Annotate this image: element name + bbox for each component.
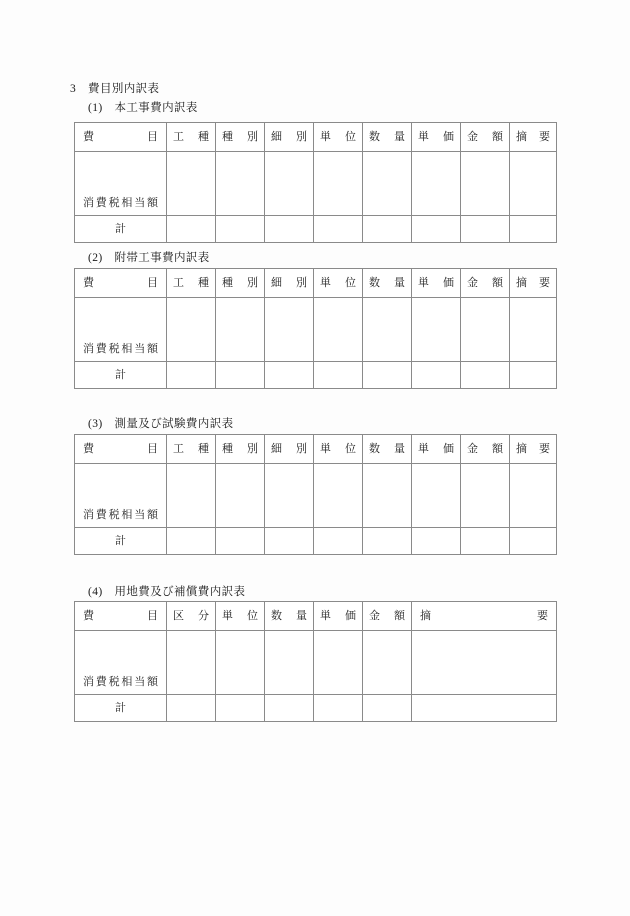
- table-row-total: [75, 362, 557, 389]
- cell-category[interactable]: [216, 298, 265, 362]
- cell-remarks[interactable]: [510, 464, 557, 528]
- cell-division[interactable]: [167, 631, 216, 695]
- section-title-1: (1) 本工事費内訳表: [88, 102, 198, 114]
- th-unit-price: 単価: [314, 602, 363, 631]
- cell-unit[interactable]: [314, 464, 363, 528]
- th-division: 区分: [167, 602, 216, 631]
- cell-unit[interactable]: [216, 631, 265, 695]
- cell-amount[interactable]: [461, 152, 510, 216]
- th-subcategory: 細別: [265, 269, 314, 298]
- cell-work-type[interactable]: [167, 152, 216, 216]
- cell-consumption-tax-label[interactable]: 消費税相当額: [75, 298, 167, 362]
- cell-quantity[interactable]: [265, 631, 314, 695]
- cell-work-type[interactable]: [167, 298, 216, 362]
- cell-unit-price[interactable]: [412, 464, 461, 528]
- cell-total-remarks[interactable]: [510, 216, 557, 243]
- cell-total-unit-price[interactable]: [314, 695, 363, 722]
- section-title-3: (3) 測量及び試験費内訳表: [88, 418, 234, 430]
- cell-total-subcategory[interactable]: [265, 362, 314, 389]
- th-amount: 金額: [461, 269, 510, 298]
- th-cost-item: 費目: [75, 602, 167, 631]
- table-header-row: [75, 602, 557, 631]
- table-row-total: [75, 216, 557, 243]
- cell-total-quantity[interactable]: [265, 695, 314, 722]
- table-row: [75, 298, 557, 362]
- th-unit-price: 単価: [412, 435, 461, 464]
- th-amount: 金額: [363, 602, 412, 631]
- th-quantity: 数量: [265, 602, 314, 631]
- cell-total-label: 計: [75, 216, 167, 243]
- cell-unit[interactable]: [314, 298, 363, 362]
- cell-total-label: 計: [75, 362, 167, 389]
- th-remarks: 摘要: [510, 123, 557, 152]
- cell-unit-price[interactable]: [412, 298, 461, 362]
- table-incidental-construction-cost: [74, 268, 557, 389]
- th-remarks: 摘要: [510, 435, 557, 464]
- cell-unit-price[interactable]: [412, 152, 461, 216]
- th-category: 種別: [216, 123, 265, 152]
- table-row: [75, 631, 557, 695]
- th-unit: 単位: [314, 123, 363, 152]
- th-subcategory: 細別: [265, 123, 314, 152]
- cell-total-work-type[interactable]: [167, 362, 216, 389]
- table-row-total: [75, 528, 557, 555]
- section-title-4: (4) 用地費及び補償費内訳表: [88, 586, 246, 598]
- th-work-type: 工種: [167, 435, 216, 464]
- cell-amount[interactable]: [461, 298, 510, 362]
- cell-consumption-tax-label[interactable]: 消費税相当額: [75, 152, 167, 216]
- cell-consumption-tax-label[interactable]: 消費税相当額: [75, 631, 167, 695]
- th-category: 種別: [216, 435, 265, 464]
- cell-remarks[interactable]: [510, 152, 557, 216]
- cell-total-quantity[interactable]: [363, 216, 412, 243]
- cell-work-type[interactable]: [167, 464, 216, 528]
- th-work-type: 工種: [167, 269, 216, 298]
- cell-total-amount[interactable]: [461, 362, 510, 389]
- th-work-type: 工種: [167, 123, 216, 152]
- th-cost-item: 費目: [75, 123, 167, 152]
- cell-total-remarks[interactable]: [412, 695, 557, 722]
- cell-total-unit[interactable]: [216, 695, 265, 722]
- cell-quantity[interactable]: [363, 152, 412, 216]
- cell-total-quantity[interactable]: [363, 528, 412, 555]
- cell-amount[interactable]: [363, 631, 412, 695]
- cell-total-label: 計: [75, 695, 167, 722]
- table-main-construction-cost: [74, 122, 557, 243]
- table-survey-and-test-cost: [74, 434, 557, 555]
- table-header-row: [75, 123, 557, 152]
- cell-total-work-type[interactable]: [167, 216, 216, 243]
- table-row-total: [75, 695, 557, 722]
- cell-total-remarks[interactable]: [510, 362, 557, 389]
- cell-total-label: 計: [75, 528, 167, 555]
- th-cost-item: 費目: [75, 435, 167, 464]
- cell-total-unit-price[interactable]: [412, 362, 461, 389]
- cell-total-unit-price[interactable]: [412, 216, 461, 243]
- cell-total-category[interactable]: [216, 528, 265, 555]
- cell-total-category[interactable]: [216, 216, 265, 243]
- th-unit-price: 単価: [412, 269, 461, 298]
- cell-subcategory[interactable]: [265, 464, 314, 528]
- cell-subcategory[interactable]: [265, 152, 314, 216]
- cell-total-unit[interactable]: [314, 528, 363, 555]
- th-unit: 単位: [314, 269, 363, 298]
- cell-total-category[interactable]: [216, 362, 265, 389]
- table-row: [75, 464, 557, 528]
- table-land-and-compensation-cost: [74, 601, 557, 722]
- cell-total-unit[interactable]: [314, 216, 363, 243]
- table-header-row: [75, 269, 557, 298]
- th-amount: 金額: [461, 435, 510, 464]
- th-remarks: 摘要: [412, 602, 557, 631]
- th-quantity: 数量: [363, 435, 412, 464]
- cell-consumption-tax-label[interactable]: 消費税相当額: [75, 464, 167, 528]
- cell-total-amount[interactable]: [461, 528, 510, 555]
- section-title-2: (2) 附帯工事費内訳表: [88, 252, 210, 264]
- th-quantity: 数量: [363, 269, 412, 298]
- page-title: 3 費目別内訳表: [70, 83, 160, 95]
- cell-unit[interactable]: [314, 152, 363, 216]
- th-category: 種別: [216, 269, 265, 298]
- cell-subcategory[interactable]: [265, 298, 314, 362]
- cell-category[interactable]: [216, 152, 265, 216]
- cell-total-quantity[interactable]: [363, 362, 412, 389]
- cell-category[interactable]: [216, 464, 265, 528]
- th-quantity: 数量: [363, 123, 412, 152]
- table-row: [75, 152, 557, 216]
- cell-total-remarks[interactable]: [510, 528, 557, 555]
- th-cost-item: 費目: [75, 269, 167, 298]
- cell-quantity[interactable]: [363, 298, 412, 362]
- cell-remarks[interactable]: [510, 298, 557, 362]
- cell-total-amount[interactable]: [461, 216, 510, 243]
- cell-total-amount[interactable]: [363, 695, 412, 722]
- th-unit: 単位: [216, 602, 265, 631]
- th-unit-price: 単価: [412, 123, 461, 152]
- cell-total-unit[interactable]: [314, 362, 363, 389]
- cell-total-subcategory[interactable]: [265, 528, 314, 555]
- th-unit: 単位: [314, 435, 363, 464]
- cell-quantity[interactable]: [363, 464, 412, 528]
- cell-total-division[interactable]: [167, 695, 216, 722]
- th-subcategory: 細別: [265, 435, 314, 464]
- cell-remarks[interactable]: [412, 631, 557, 695]
- cell-total-unit-price[interactable]: [412, 528, 461, 555]
- cell-total-work-type[interactable]: [167, 528, 216, 555]
- th-remarks: 摘要: [510, 269, 557, 298]
- cell-total-subcategory[interactable]: [265, 216, 314, 243]
- table-header-row: [75, 435, 557, 464]
- cell-amount[interactable]: [461, 464, 510, 528]
- cell-unit-price[interactable]: [314, 631, 363, 695]
- th-amount: 金額: [461, 123, 510, 152]
